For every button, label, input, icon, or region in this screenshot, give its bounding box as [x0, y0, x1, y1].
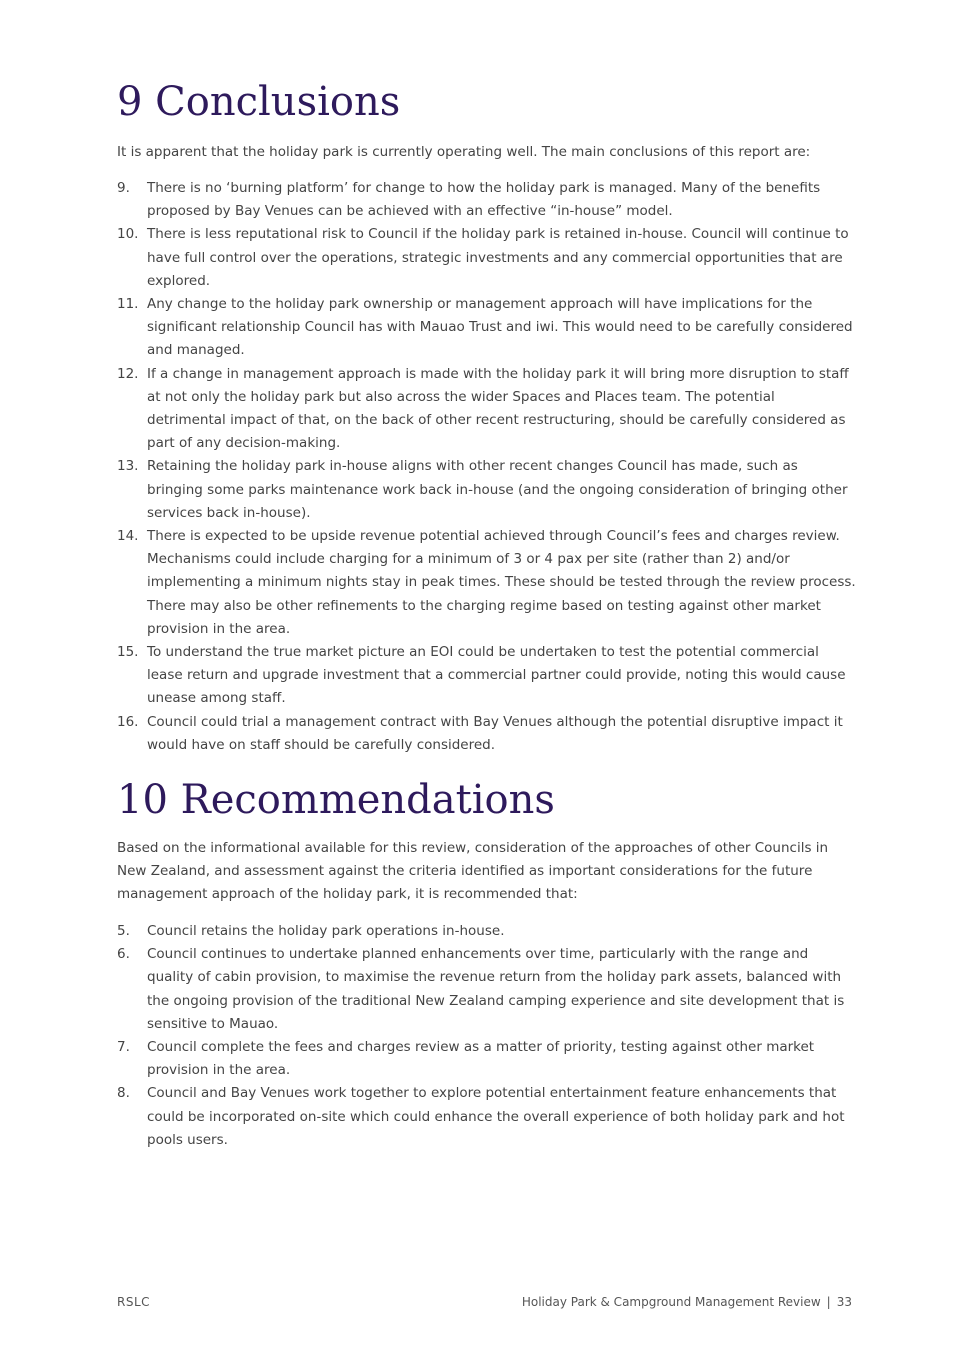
footer-separator: |	[826, 1295, 831, 1309]
list-item	[117, 1082, 857, 1152]
list-item-text: Any change to the holiday park ownership or management approach will have implications for the significant relationship Council has with Mauao Trust and iwi. This would need to be carefully considered and managed.	[147, 296, 853, 359]
list-item	[117, 455, 857, 525]
list-item	[117, 943, 857, 1036]
list-item	[117, 920, 857, 943]
list-item-number: 13.	[117, 458, 139, 475]
list-item-text: To understand the true market picture an EOI could be undertaken to test the potential commercial lease return and upgrade investment that a commercial partner could provide, noting this would cause unease among staff.	[147, 644, 846, 707]
list-item	[117, 1036, 857, 1082]
list-item-number: 5.	[117, 923, 130, 939]
list-item	[117, 525, 857, 641]
list-item-number: 16.	[117, 713, 139, 730]
list-item	[117, 711, 857, 757]
recommendations-list	[117, 920, 857, 1152]
list-item-number: 8.	[117, 1085, 130, 1102]
footer-document-title: Holiday Park & Campground Management Review	[521, 1295, 821, 1309]
list-item-text: If a change in management approach is made with the holiday park it will bring more disruption to staff at not only the holiday park but also across the wider Spaces and Places team. The potential detrimental impact of that, on the back of other recent restructuring, should be carefully considered as part of any decision-making.	[147, 365, 849, 452]
footer-right	[522, 1294, 852, 1310]
footer-org-name: RSLC	[117, 1295, 151, 1309]
conclusions-list	[117, 177, 857, 757]
list-item-text: There is expected to be upside revenue potential achieved through Council’s fees and charges review. Mechanisms could include charging for a minimum of 3 or 4 pax per site (rather than 2) and/or implementing a minimum nights stay in peak times. These should be tested through the review process. There may also be other refinements to the charging regime based on testing against other market provision in the area.	[147, 528, 856, 637]
list-item-text: Council continues to undertake planned enhancements over time, particularly with the range and quality of cabin provision, to maximise the revenue return from the holiday park assets, balanced with the ongoing provision of the traditional New Zealand camping experience and site development that is sensitive to Mauao.	[147, 946, 845, 1032]
list-item-text: Retaining the holiday park in-house aligns with other recent changes Council has made, such as bringing some parks maintenance work back in-house (and the ongoing consideration of bringing other services back in-house).	[147, 458, 848, 521]
list-item	[117, 177, 857, 223]
list-item-number: 7.	[117, 1039, 130, 1056]
list-item-text: Council could trial a management contract with Bay Venues although the potential disruptive impact it would have on staff should be carefully considered.	[147, 713, 843, 753]
recommendations-intro: Based on the informational available for this review, consideration of the approaches of other Councils in New Zealand, and assessment against the criteria identified as important considerations for the future management approach of the holiday park, it is recommended that:	[117, 840, 829, 903]
list-item	[117, 293, 857, 363]
conclusions-heading: 9 Conclusions	[117, 79, 401, 125]
list-item-text: Council complete the fees and charges review as a matter of priority, testing against other market provision in the area.	[147, 1039, 815, 1079]
list-item-number: 10.	[117, 226, 139, 243]
list-item	[117, 363, 857, 456]
list-item-text: There is less reputational risk to Council if the holiday park is retained in-house. Council will continue to have full control over the operations, strategic investments and any commercial opportunities that are explored.	[147, 226, 849, 289]
list-item-number: 12.	[117, 365, 139, 382]
list-item-text: There is no ‘burning platform’ for change to how the holiday park is managed. Many of the benefits proposed by Bay Venues can be achieved with an effective “in-house” model.	[147, 180, 821, 220]
conclusions-intro: It is apparent that the holiday park is currently operating well. The main conclusions of this report are:	[117, 144, 811, 160]
list-item	[117, 641, 857, 711]
list-item-number: 11.	[117, 296, 139, 313]
recommendations-heading: 10 Recommendations	[117, 777, 555, 823]
list-item-number: 9.	[117, 180, 130, 196]
list-item-number: 15.	[117, 644, 139, 661]
list-item-text: Council retains the holiday park operations in-house.	[147, 923, 505, 939]
list-item	[117, 223, 857, 293]
list-item-text: Council and Bay Venues work together to explore potential entertainment feature enhancements that could be incorporated on-site which could enhance the overall experience of both holiday park and hot pools users.	[147, 1085, 845, 1148]
page-number: 33	[836, 1295, 852, 1309]
list-item-number: 14.	[117, 528, 139, 545]
list-item-number: 6.	[117, 946, 130, 963]
